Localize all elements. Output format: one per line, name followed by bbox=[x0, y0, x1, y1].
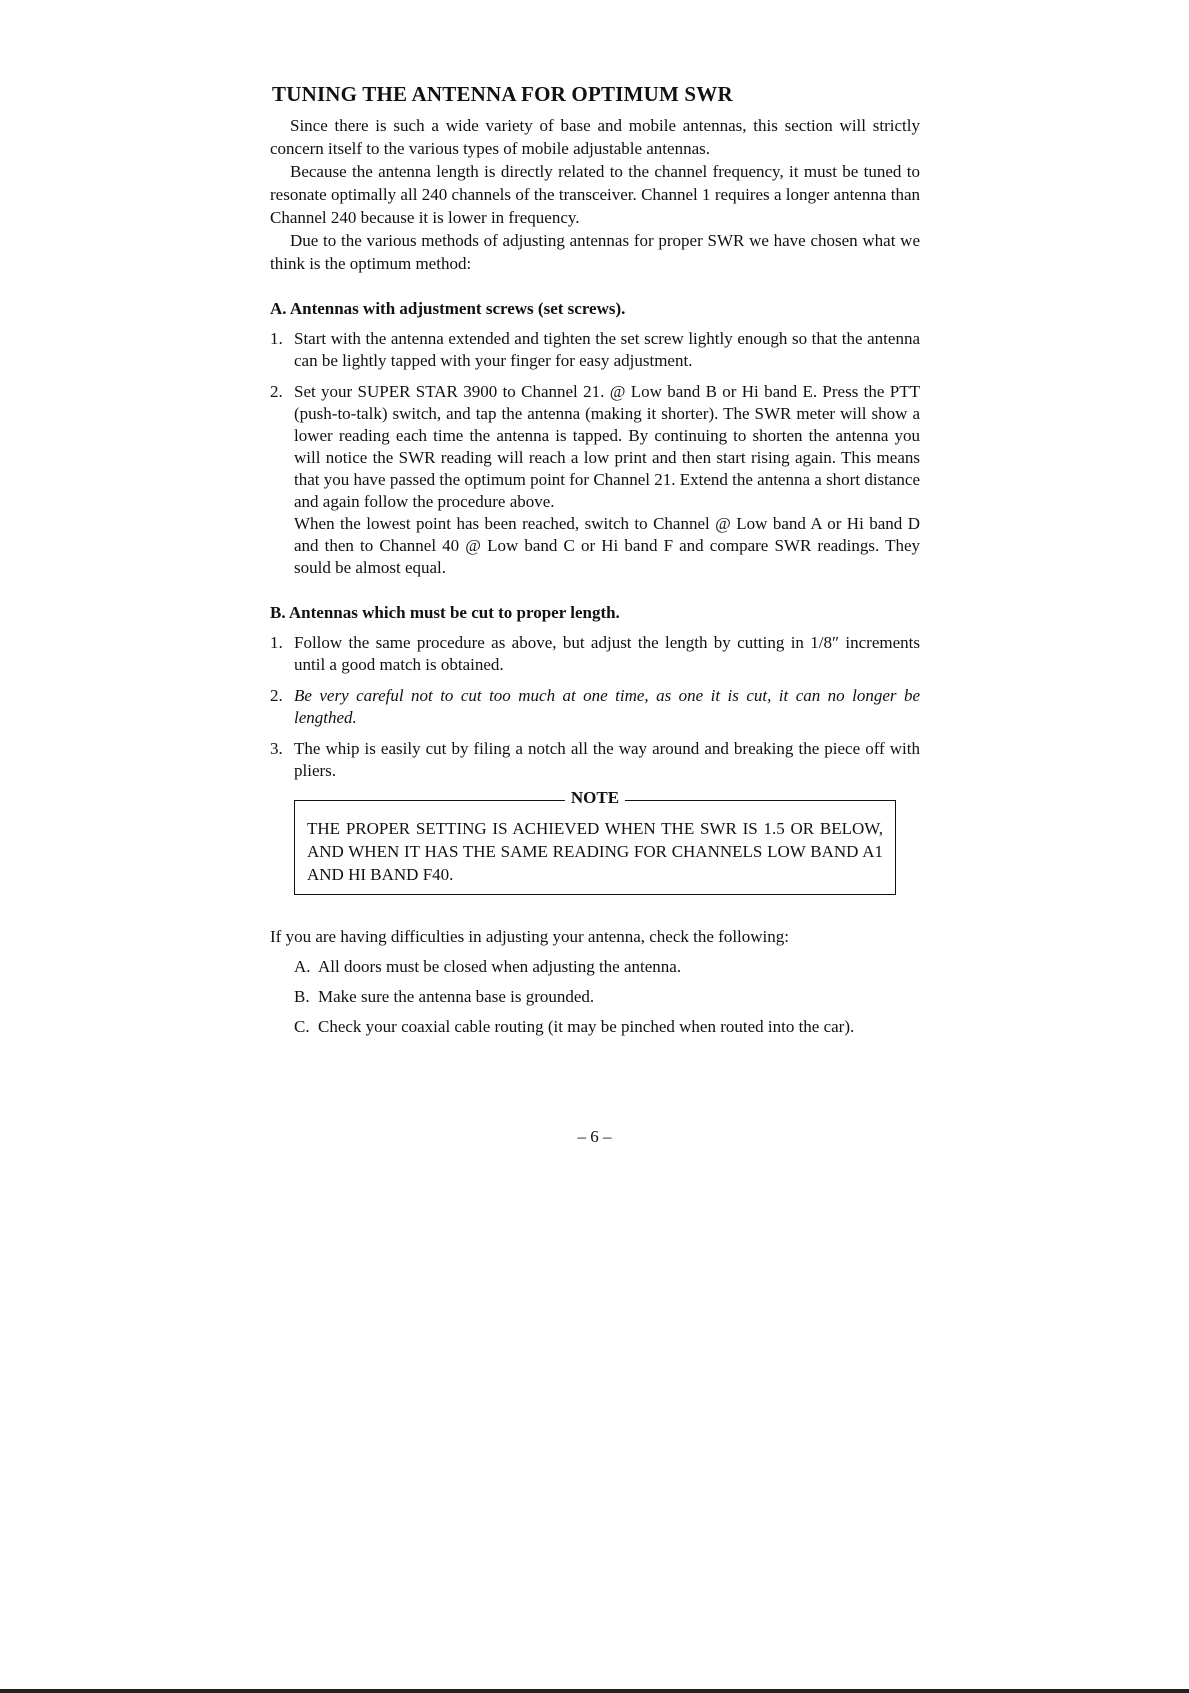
intro-paragraph-1: Since there is such a wide variety of base and mobile antennas, this section will strictly concern itself to the various types of mobile adjustable antennas. bbox=[270, 116, 920, 159]
item-number: 2. bbox=[270, 382, 283, 402]
page-number: – 6 – bbox=[577, 1127, 612, 1146]
item-text: Check your coaxial cable routing (it may be pinched when routed into the car). bbox=[318, 1017, 855, 1037]
item-text: All doors must be closed when adjusting the antenna. bbox=[318, 957, 682, 977]
list-item bbox=[270, 381, 920, 579]
item-number: 2. bbox=[270, 686, 283, 706]
list-item bbox=[294, 986, 920, 1008]
item-letter: A. bbox=[294, 957, 311, 977]
list-item bbox=[270, 328, 920, 372]
section-b-heading: B. Antennas which must be cut to proper length. bbox=[270, 603, 620, 623]
item-number: 1. bbox=[270, 633, 283, 653]
manual-page bbox=[270, 82, 920, 1046]
item-text: The whip is easily cut by filing a notch all the way around and breaking the piece off with pliers. bbox=[294, 739, 920, 781]
note-text: THE PROPER SETTING IS ACHIEVED WHEN THE SWR IS 1.5 OR BELOW, AND WHEN IT HAS THE SAME READING FOR CHANNELS LOW BAND A1 AND HI BAND F40. bbox=[294, 800, 896, 895]
list-item bbox=[270, 738, 920, 782]
section-a-heading: A. Antennas with adjustment screws (set screws). bbox=[270, 299, 626, 319]
item-text: Start with the antenna extended and tighten the set screw lightly enough so that the antenna can be lightly tapped with your finger for easy adjustment. bbox=[294, 329, 920, 371]
troubleshoot-intro: If you are having difficulties in adjusting your antenna, check the following: bbox=[270, 927, 789, 947]
item-text: Set your SUPER STAR 3900 to Channel 21. @ Low band B or Hi band E. Press the PTT (push-to-talk) switch, and tap the antenna (making it shorter). The SWR meter will show a lower reading each time the antenna is tapped. By continuing to shorten the antenna you will notice the SWR reading will reach a low print and then start rising again. This means that you have passed the optimum point for Channel 21. Extend the antenna a short distance and again follow the procedure above. bbox=[294, 382, 921, 512]
troubleshoot-list bbox=[270, 956, 920, 1038]
item-text-block bbox=[294, 381, 920, 579]
note-label: NOTE bbox=[565, 788, 625, 808]
item-text: Follow the same procedure as above, but adjust the length by cutting in 1/8″ increments until a good match is obtained. bbox=[294, 633, 920, 675]
section-a-list bbox=[270, 328, 920, 579]
item-number: 3. bbox=[270, 739, 283, 759]
list-item bbox=[270, 632, 920, 676]
note-box bbox=[294, 788, 896, 895]
item-text-warning: Be very careful not to cut too much at one time, as one it is cut, it can no longer be lengthed. bbox=[294, 686, 920, 728]
item-text-continued: When the lowest point has been reached, switch to Channel @ Low band A or Hi band D and then to Channel 40 @ Low band C or Hi band F and compare SWR readings. They sould be almost equal. bbox=[294, 514, 920, 578]
scan-bottom-edge bbox=[0, 1689, 1189, 1693]
item-letter: C. bbox=[294, 1017, 310, 1037]
item-letter: B. bbox=[294, 987, 310, 1007]
item-text: Make sure the antenna base is grounded. bbox=[318, 987, 595, 1007]
intro-paragraph-2: Because the antenna length is directly related to the channel frequency, it must be tuned to resonate optimally all 240 channels of the transceiver. Channel 1 requires a longer antenna than Channel 240 because it is lower in frequency. bbox=[270, 162, 920, 228]
section-b-list bbox=[270, 632, 920, 782]
item-number: 1. bbox=[270, 329, 283, 349]
list-item bbox=[270, 685, 920, 729]
list-item bbox=[294, 1016, 920, 1038]
intro-paragraph-3: Due to the various methods of adjusting antennas for proper SWR we have chosen what we think is the optimum method: bbox=[270, 231, 920, 274]
list-item bbox=[294, 956, 920, 978]
page-title: TUNING THE ANTENNA FOR OPTIMUM SWR bbox=[272, 82, 733, 106]
